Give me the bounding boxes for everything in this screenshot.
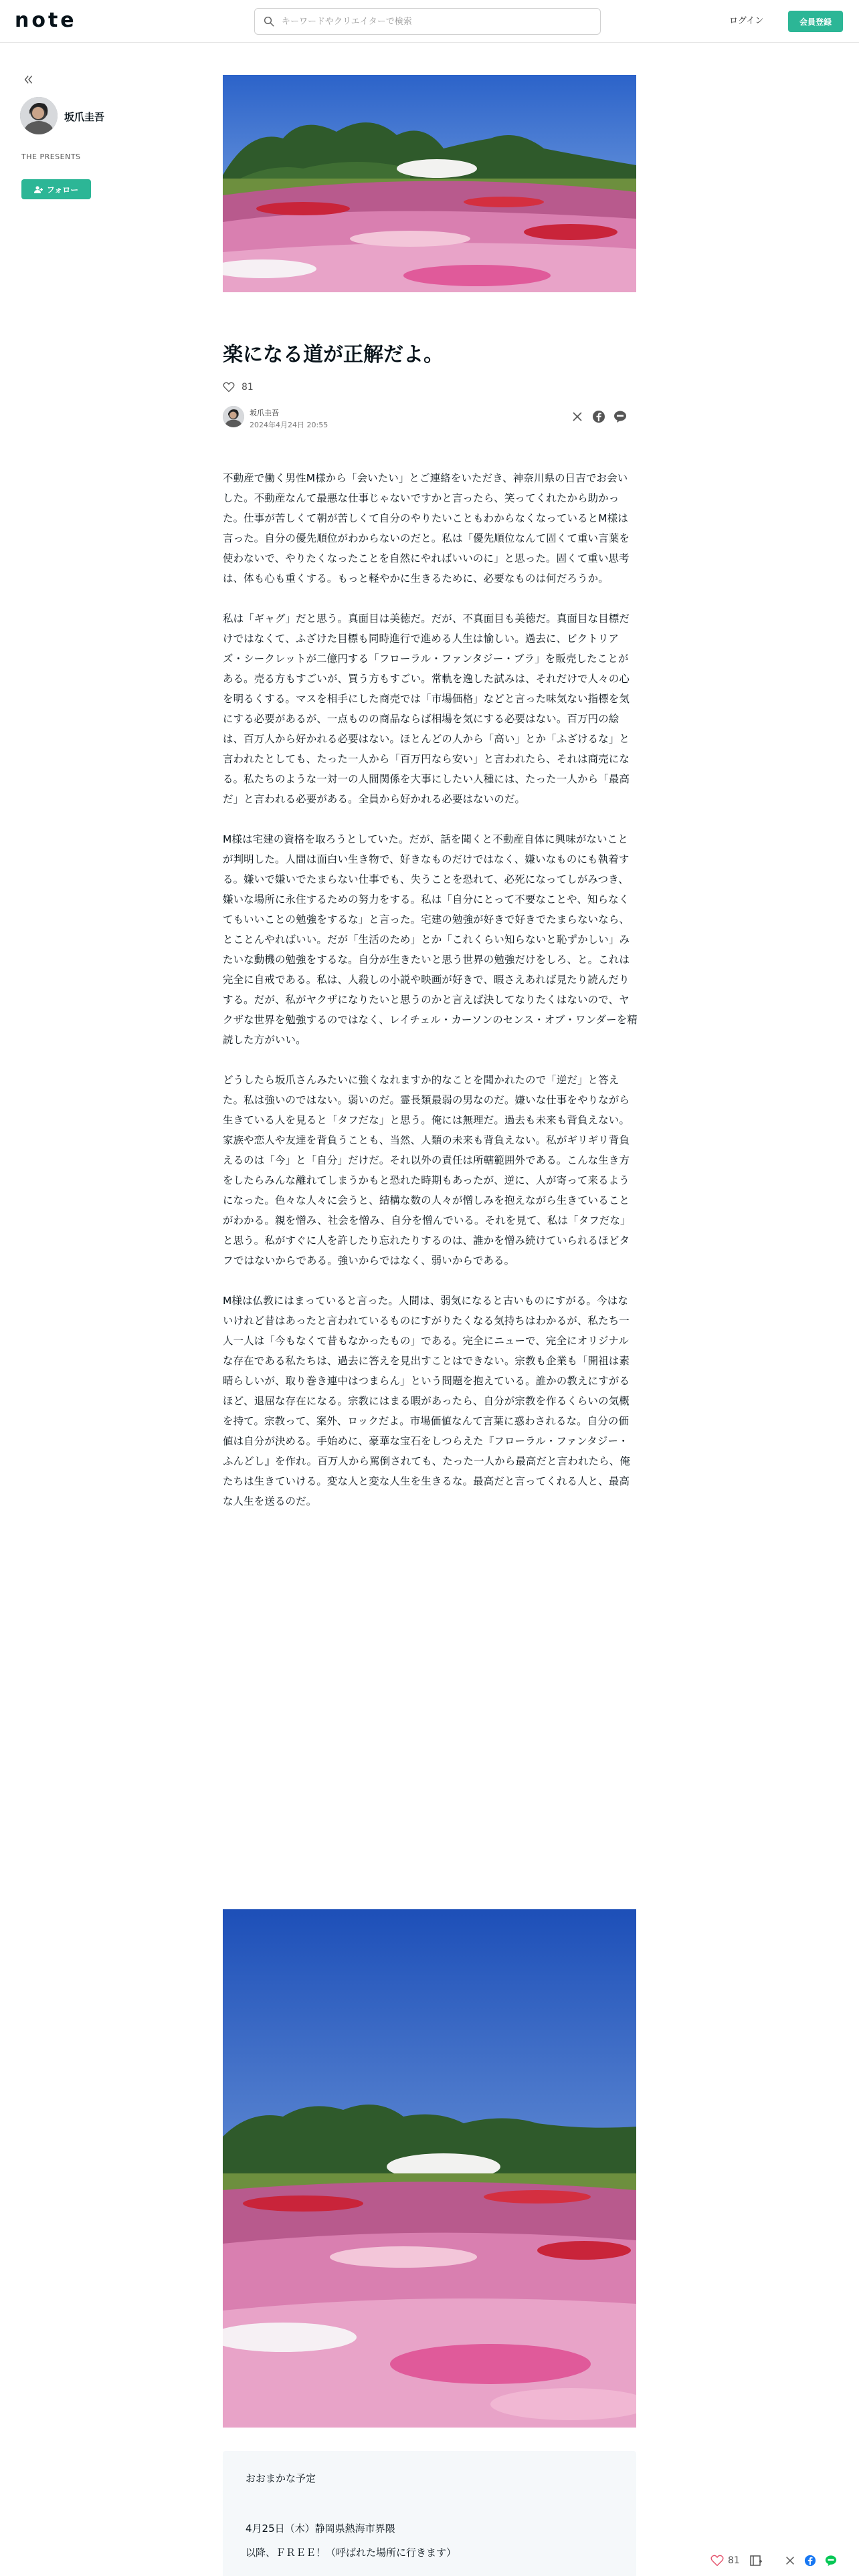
- meta-author-name[interactable]: 坂爪圭吾: [250, 409, 279, 417]
- article-title: 楽になる道が正解だよ。: [223, 343, 444, 366]
- follow-label: フォロー: [46, 185, 79, 195]
- schedule-box: [223, 2451, 636, 2576]
- hero-image: [223, 75, 636, 292]
- paragraph: どうしたら坂爪さんみたいに強くなれますか的なことを聞かれたので「逆だ」と答えた。私は強いのではない。弱いのだ。霊長類最弱の男なのだ。嫌いな仕事をやりながら生きている人を見ると「タフだな」と思う。俺には無理だ。過去も未来も背負えない。家族や恋人や友達を背負うことも、当然、人類の未来も背負えない。私がギリギリ背負えるのは「今」と「自分」だけだ。それ以外の責任は所轄範囲外である。こんな生き方をしたらみんな離れてしまうかもと恐れた時期もあったが、逆に、人が寄って来るようになった。色々な人々に会うと、結構な数の人々が憎しみを抱えながら生きていることがわかる。親を憎み、社会を憎み、自分を憎んでいる。それを見て、私は「タフだな」と思う。私がすぐに人を許したり忘れたりするのは、誰かを憎み続けていられるほどタフではないからである。強いからではなく、弱いからである。: [223, 1074, 631, 1267]
- article-body: [223, 468, 638, 1531]
- collapse-icon[interactable]: [23, 74, 35, 86]
- paragraph: 不動産で働く男性M様から「会いたい」とご連絡をいただき、神奈川県の日吉でお会いした。不動産なんて最悪な仕事じゃないですかと言ったら、笑ってくれたから助かった。仕事が苦しくて朝が苦しくて自分のやりたいこともわからなくなっているとM様は言った。自分の優先順位がわからないのだと。私は「優先順位なんて固くて重い言葉を使わないで、やりたくなったことを自然にやればいいのに」と思った。固くて重い思考は、体も心も重くする。もっと軽やかに生きるために、必要なものは何だろうか。: [223, 472, 630, 584]
- paragraph: 私は「ギャグ」だと思う。真面目は美徳だ。だが、不真面目も美徳だ。真面目な目標だけではなくて、ふざけた目標も同時進行で進める人生は愉しい。過去に、ビクトリアズ・シークレットが二億円する「フローラル・ファンタジー・ブラ」を販売したことがある。売る方もすごいが、買う方もすごい。常軌を逸した試みは、それだけで人々の心を明るくする。マスを相手にした商売では「市場価格」などと言った味気ない指標を気にする必要があるが、一点ものの商品ならば相場を気にする必要はない。百万円の絵は、百万人から好かれる必要はない。ほとんどの人から「高い」とか「ふざけるな」と言われたとしても、たった一人から「百万円なら安い」と言われたら、それは商売になる。私たちのような一対一の人間関係を大事にしたい人種には、たった一人から「最高だ」と言われる必要がある。全員から好かれる必要はないのだ。: [223, 613, 630, 805]
- magazine-title[interactable]: THE PRESENTS: [21, 152, 81, 161]
- facebook-icon[interactable]: [804, 2555, 816, 2567]
- floating-like-count: 81: [728, 2555, 740, 2566]
- like-count: 81: [242, 382, 254, 393]
- line-icon[interactable]: [824, 2555, 838, 2567]
- header: [0, 0, 859, 43]
- schedule-line: 以降、ＦＲＥＥ！（呼ばれた場所に行きます）: [246, 2547, 457, 2559]
- article-meta: [223, 405, 636, 431]
- magazine-icon[interactable]: [749, 2555, 763, 2567]
- line-icon[interactable]: [613, 410, 627, 423]
- article-image: [223, 1909, 636, 2428]
- author-avatar[interactable]: [20, 97, 58, 134]
- follow-button[interactable]: [21, 179, 91, 199]
- paragraph: M様は仏教にはまっていると言った。人間は、弱気になると古いものにすがる。今はないけれど昔はあったと言われているものにすがりたくなる気持ちはわかるが、私たち一人一人は「今もなくて昔もなかったもの」である。完全にニューで、完全にオリジナルな存在である私たちは、過去に答えを見出すことはできない。宗教も企業も「開祖は素晴らしいが、取り巻き連中はつまらん」という問題を抱えている。誰かの教えにすがるほど、退屈な存在になる。宗教にはまる暇があったら、自分が宗教を作るくらいの気概を持て。宗教って、案外、ロックだよ。市場価値なんて言葉に惑わされるな。自分の価値は自分が決める。手始めに、豪華な宝石をしつらえた『フローラル・ファンタジー・ふんどし』を作れ。百万人から罵倒されても、たった一人から最高だと言われたら、俺たちは生きていける。変な人と変な人生を生きるな。最高だと言ってくれる人と、最高な人生を送るのだ。: [223, 1295, 630, 1507]
- x-icon[interactable]: [784, 2555, 796, 2567]
- schedule-title: おおまかな予定: [246, 2472, 316, 2484]
- meta-author-avatar[interactable]: [223, 406, 244, 427]
- x-icon[interactable]: [571, 410, 584, 423]
- login-link[interactable]: ログイン: [729, 16, 764, 26]
- follow-user-icon: [34, 186, 43, 193]
- schedule-line: 4月25日（木）静岡県熱海市界隈: [246, 2523, 395, 2535]
- floating-action-bar: [702, 2549, 859, 2572]
- search-input[interactable]: [282, 9, 596, 34]
- search-box[interactable]: [254, 8, 601, 35]
- heart-icon[interactable]: [710, 2555, 724, 2567]
- sidebar-author-name[interactable]: 坂爪圭吾: [64, 111, 105, 123]
- paragraph: M様は宅建の資格を取ろうとしていた。だが、話を聞くと不動産自体に興味がないことが判明した。人間は面白い生き物で、好きなものだけではなく、嫌いなものにも執着する。嫌いで嫌いでたまらない仕事でも、失うことを恐れて、必死になってしがみつき、嫌いな場所に永住するための努力をする。私は「自分にとって不要なことや、知らなくてもいいことの勉強をするな」と言った。宅建の勉強が好きで好きでたまらないなら、とことんやればいい。だが「生活のため」とか「これくらい知らないと恥ずかしい」みたいな動機の勉強をするな。自分が生きたいと思う世界の勉強だけをしろ、と。これは完全に自戒である。私は、人殺しの小説や映画が好きで、暇さえあれば見たり読んだりする。だが、私がヤクザになりたいと思うのかと言えば決してなりたくはないので、ヤクザな世界を勉強するのではなく、レイチェル・カーソンのセンス・オブ・ワンダーを精読した方がいい。: [223, 833, 638, 1046]
- publish-date: 2024年4月24日 20:55: [250, 421, 328, 429]
- like-row[interactable]: [223, 380, 254, 395]
- note-logo[interactable]: note: [15, 9, 77, 32]
- signup-button[interactable]: 会員登録: [788, 11, 843, 32]
- facebook-icon[interactable]: [592, 410, 605, 423]
- heart-icon[interactable]: [223, 382, 235, 393]
- search-icon: [263, 15, 275, 27]
